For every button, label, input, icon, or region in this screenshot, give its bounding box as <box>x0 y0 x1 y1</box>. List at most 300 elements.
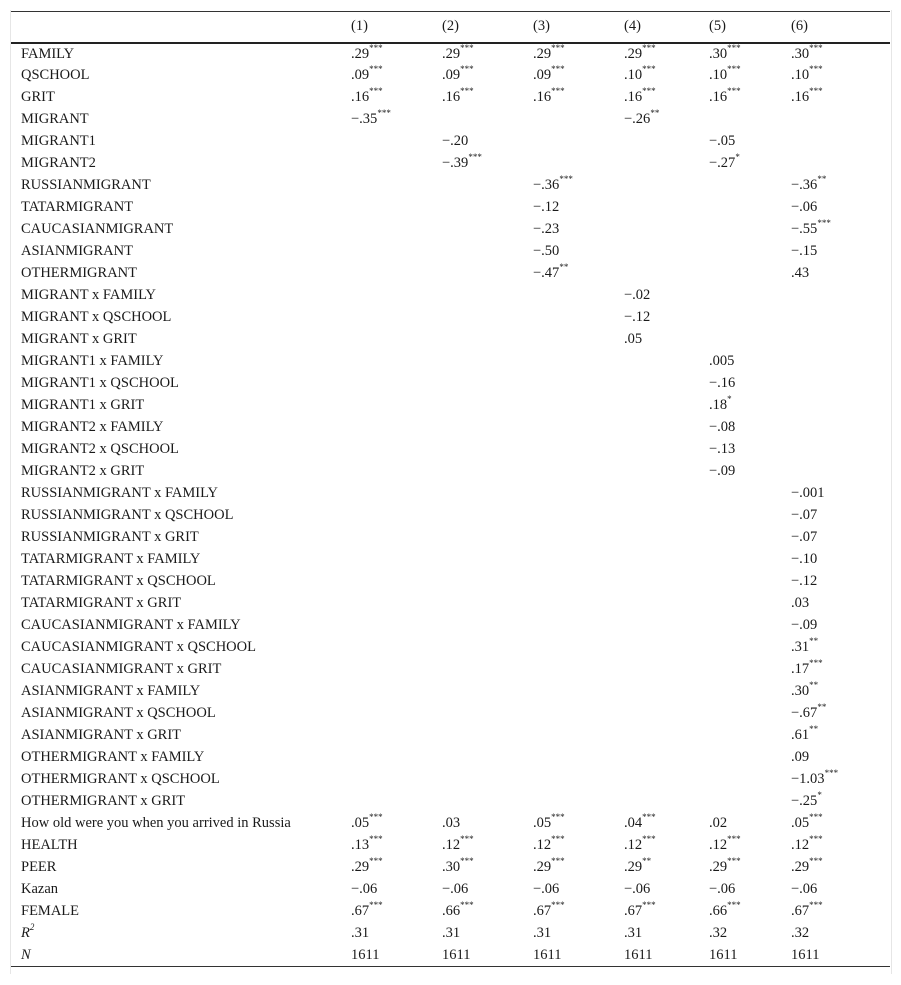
coef-cell-col3 <box>533 395 624 417</box>
coef-cell-col1 <box>351 527 442 549</box>
significance-stars: *** <box>460 42 474 53</box>
coef-value: .31 <box>624 925 643 941</box>
coef-cell-col2 <box>442 329 533 351</box>
coef-cell-col6 <box>791 703 890 725</box>
coef-cell-col1 <box>351 175 442 197</box>
coef-cell-col3 <box>533 483 624 505</box>
regression-table <box>11 11 890 967</box>
table-row <box>11 637 890 659</box>
coef-cell-col2 <box>442 219 533 241</box>
coef-cell-col1 <box>351 285 442 307</box>
coef-value: −.05 <box>709 133 736 149</box>
coef-value: .31 <box>442 925 461 941</box>
significance-stars: *** <box>551 900 565 911</box>
significance-stars: ** <box>559 262 569 273</box>
coef-cell-col4 <box>624 791 709 813</box>
coef-cell-col2 <box>442 197 533 219</box>
column-header-5: (5) <box>709 12 791 43</box>
coef-value: −.07 <box>791 529 818 545</box>
coef-value: .10 <box>624 67 643 83</box>
coef-cell-col6 <box>791 505 890 527</box>
column-header-4: (4) <box>624 12 709 43</box>
coef-cell-col6 <box>791 923 890 945</box>
coef-cell-col5 <box>709 681 791 703</box>
coef-cell-col3 <box>533 791 624 813</box>
coef-cell-col5 <box>709 527 791 549</box>
coef-value: −.10 <box>791 551 818 567</box>
coef-cell-col3 <box>533 593 624 615</box>
coef-value: .13 <box>351 837 370 853</box>
coef-cell-col2 <box>442 725 533 747</box>
coef-cell-col4 <box>624 571 709 593</box>
coef-value: .12 <box>533 837 552 853</box>
row-label <box>11 725 351 747</box>
table-row <box>11 791 890 813</box>
coef-cell-col4 <box>624 593 709 615</box>
coef-value: −.06 <box>533 881 560 897</box>
significance-stars: *** <box>809 900 823 911</box>
table-row <box>11 703 890 725</box>
row-label <box>11 439 351 461</box>
table-row <box>11 527 890 549</box>
coef-value: −.35 <box>351 111 378 127</box>
coef-cell-col3 <box>533 175 624 197</box>
row-label <box>11 197 351 219</box>
table-row <box>11 549 890 571</box>
coef-cell-col1 <box>351 197 442 219</box>
coef-cell-col4 <box>624 857 709 879</box>
coef-cell-col1 <box>351 901 442 923</box>
row-label <box>11 813 351 835</box>
coef-value: .18 <box>709 397 728 413</box>
coef-value: .17 <box>791 661 810 677</box>
row-label <box>11 527 351 549</box>
coef-cell-col2 <box>442 417 533 439</box>
row-label-text: TATARMIGRANT x FAMILY <box>21 551 201 567</box>
significance-stars: *** <box>642 64 656 75</box>
significance-stars: *** <box>468 152 482 163</box>
coef-value: .31 <box>533 925 552 941</box>
column-header-3: (3) <box>533 12 624 43</box>
significance-stars: *** <box>809 64 823 75</box>
coef-cell-col1 <box>351 791 442 813</box>
coef-value: −.13 <box>709 441 736 457</box>
coef-cell-col2 <box>442 615 533 637</box>
row-label <box>11 483 351 505</box>
significance-stars: *** <box>642 812 656 823</box>
coef-value: .30 <box>709 45 728 62</box>
row-label-text: MIGRANT1 x QSCHOOL <box>21 375 179 391</box>
significance-stars: * <box>817 790 822 801</box>
coef-cell-col4 <box>624 153 709 175</box>
significance-stars: *** <box>551 812 565 823</box>
row-label <box>11 43 351 65</box>
coef-value: .09 <box>533 67 552 83</box>
coef-value: .29 <box>709 859 728 875</box>
coef-cell-col3 <box>533 527 624 549</box>
row-label <box>11 65 351 87</box>
coef-cell-col5 <box>709 483 791 505</box>
coef-cell-col4 <box>624 835 709 857</box>
coef-cell-col1 <box>351 439 442 461</box>
coef-cell-col5 <box>709 747 791 769</box>
coef-value: .30 <box>442 859 461 875</box>
significance-stars: ** <box>650 108 660 119</box>
coef-value: .67 <box>791 903 810 919</box>
coef-cell-col6 <box>791 395 890 417</box>
table-row <box>11 461 890 483</box>
coef-cell-col1 <box>351 43 442 65</box>
coef-cell-col5 <box>709 813 791 835</box>
coef-cell-col1 <box>351 879 442 901</box>
coef-value: 1611 <box>791 946 820 963</box>
row-label <box>11 263 351 285</box>
coef-cell-col2 <box>442 65 533 87</box>
row-label <box>11 923 351 945</box>
row-label-text: OTHERMIGRANT x FAMILY <box>21 749 205 765</box>
coef-value: −.06 <box>791 881 818 897</box>
coef-cell-col2 <box>442 439 533 461</box>
row-label-text: TATARMIGRANT x GRIT <box>21 595 182 611</box>
coef-cell-col1 <box>351 109 442 131</box>
table-row <box>11 725 890 747</box>
row-label <box>11 615 351 637</box>
coef-cell-col1 <box>351 725 442 747</box>
coef-cell-col3 <box>533 417 624 439</box>
coef-value: −.09 <box>791 617 818 633</box>
significance-stars: *** <box>369 812 383 823</box>
coef-cell-col4 <box>624 351 709 373</box>
coef-value: .29 <box>442 45 461 62</box>
coef-cell-col4 <box>624 263 709 285</box>
row-label <box>11 461 351 483</box>
coef-cell-col4 <box>624 461 709 483</box>
coef-cell-col3 <box>533 549 624 571</box>
row-label <box>11 681 351 703</box>
coef-cell-col3 <box>533 439 624 461</box>
significance-stars: *** <box>551 64 565 75</box>
coef-cell-col5 <box>709 43 791 65</box>
coef-cell-col6 <box>791 175 890 197</box>
coef-cell-col4 <box>624 373 709 395</box>
row-label-text: MIGRANT1 <box>21 133 96 149</box>
coef-cell-col6 <box>791 769 890 791</box>
significance-stars: *** <box>551 856 565 867</box>
coef-cell-col2 <box>442 637 533 659</box>
coef-cell-col4 <box>624 747 709 769</box>
significance-stars: ** <box>809 724 819 735</box>
table-row <box>11 945 890 967</box>
coef-cell-col4 <box>624 109 709 131</box>
row-label-text: MIGRANT x GRIT <box>21 331 137 347</box>
coef-value: .03 <box>442 815 461 831</box>
coef-cell-col3 <box>533 769 624 791</box>
coef-cell-col2 <box>442 263 533 285</box>
significance-stars: *** <box>809 86 823 97</box>
row-label <box>11 901 351 923</box>
row-label <box>11 879 351 901</box>
coef-value: .67 <box>533 903 552 919</box>
coef-cell-col6 <box>791 373 890 395</box>
coef-value: .16 <box>351 89 370 105</box>
coef-cell-col5 <box>709 791 791 813</box>
coef-cell-col2 <box>442 549 533 571</box>
coef-cell-col2 <box>442 813 533 835</box>
row-label-text: FEMALE <box>21 903 79 919</box>
coef-value: −.20 <box>442 133 469 149</box>
coef-value: −.08 <box>709 419 736 435</box>
coef-value: −.67 <box>791 705 818 721</box>
row-label <box>11 659 351 681</box>
coef-cell-col6 <box>791 351 890 373</box>
coef-cell-col3 <box>533 461 624 483</box>
coef-cell-col4 <box>624 769 709 791</box>
coef-value: −.16 <box>709 375 736 391</box>
row-label-text: CAUCASIANMIGRANT x FAMILY <box>21 617 241 633</box>
coef-value: −.12 <box>533 199 560 215</box>
coef-value: −1.03 <box>791 771 825 787</box>
coef-cell-col5 <box>709 307 791 329</box>
row-label-text: PEER <box>21 859 57 875</box>
significance-stars: *** <box>369 86 383 97</box>
significance-stars: *** <box>369 64 383 75</box>
row-label <box>11 417 351 439</box>
row-label <box>11 747 351 769</box>
coef-cell-col3 <box>533 219 624 241</box>
column-header-6: (6) <box>791 12 890 43</box>
row-label-text: N <box>21 946 31 963</box>
row-label-text: CAUCASIANMIGRANT x QSCHOOL <box>21 639 256 655</box>
coef-cell-col6 <box>791 285 890 307</box>
coef-value: .05 <box>351 815 370 831</box>
coef-value: −.12 <box>624 309 651 325</box>
row-label <box>11 505 351 527</box>
significance-stars: *** <box>809 658 823 669</box>
row-label <box>11 791 351 813</box>
row-label <box>11 307 351 329</box>
column-header-1: (1) <box>351 12 442 43</box>
coef-cell-col2 <box>442 285 533 307</box>
row-label <box>11 175 351 197</box>
significance-stars: *** <box>460 834 474 845</box>
significance-stars: *** <box>460 900 474 911</box>
significance-stars: *** <box>727 86 741 97</box>
coef-cell-col5 <box>709 87 791 109</box>
coef-cell-col2 <box>442 351 533 373</box>
coef-value: .12 <box>442 837 461 853</box>
coef-cell-col3 <box>533 637 624 659</box>
coef-cell-col3 <box>533 307 624 329</box>
coef-cell-col5 <box>709 65 791 87</box>
table-row <box>11 373 890 395</box>
coef-cell-col5 <box>709 593 791 615</box>
coef-value: −.06 <box>791 199 818 215</box>
coef-cell-col2 <box>442 483 533 505</box>
coef-cell-col5 <box>709 285 791 307</box>
table-row <box>11 923 890 945</box>
significance-stars: ** <box>817 174 827 185</box>
coef-cell-col2 <box>442 395 533 417</box>
significance-stars: *** <box>642 834 656 845</box>
coef-cell-col6 <box>791 681 890 703</box>
coef-cell-col6 <box>791 527 890 549</box>
coef-value: .29 <box>351 859 370 875</box>
coef-value: −.06 <box>709 881 736 897</box>
coef-cell-col2 <box>442 835 533 857</box>
significance-stars: *** <box>809 812 823 823</box>
table-row <box>11 131 890 153</box>
coef-value: −.15 <box>791 243 818 259</box>
coef-cell-col3 <box>533 747 624 769</box>
table-row <box>11 571 890 593</box>
coef-cell-col6 <box>791 571 890 593</box>
row-label <box>11 857 351 879</box>
coef-value: −.47 <box>533 265 560 281</box>
coef-cell-col6 <box>791 615 890 637</box>
row-label-text: TATARMIGRANT <box>21 199 134 215</box>
coef-cell-col1 <box>351 65 442 87</box>
coef-cell-col4 <box>624 615 709 637</box>
significance-stars: *** <box>369 834 383 845</box>
significance-stars: ** <box>817 702 827 713</box>
coef-cell-col6 <box>791 65 890 87</box>
row-label-text: MIGRANT <box>21 111 89 127</box>
coef-cell-col3 <box>533 241 624 263</box>
coef-value: .31 <box>351 925 370 941</box>
row-label <box>11 835 351 857</box>
significance-stars: *** <box>460 64 474 75</box>
coef-cell-col4 <box>624 439 709 461</box>
table-row <box>11 879 890 901</box>
coef-value: .12 <box>624 837 643 853</box>
table-row <box>11 197 890 219</box>
coef-value: .66 <box>442 903 461 919</box>
coef-cell-col5 <box>709 131 791 153</box>
coef-cell-col2 <box>442 681 533 703</box>
coef-cell-col5 <box>709 109 791 131</box>
coef-cell-col3 <box>533 879 624 901</box>
header-row <box>11 12 890 43</box>
coef-value: .31 <box>791 639 810 655</box>
coef-cell-col5 <box>709 373 791 395</box>
coef-cell-col1 <box>351 923 442 945</box>
coef-value: .29 <box>624 859 643 875</box>
coef-cell-col3 <box>533 813 624 835</box>
coef-cell-col2 <box>442 175 533 197</box>
coef-cell-col2 <box>442 87 533 109</box>
coef-value: .16 <box>791 89 810 105</box>
row-label <box>11 87 351 109</box>
coef-cell-col1 <box>351 351 442 373</box>
row-label-text: RUSSIANMIGRANT <box>21 177 151 193</box>
coef-value: −.50 <box>533 243 560 259</box>
coef-cell-col3 <box>533 615 624 637</box>
row-label-text: ASIANMIGRANT x QSCHOOL <box>21 705 216 721</box>
coef-cell-col5 <box>709 175 791 197</box>
row-label-text: RUSSIANMIGRANT x QSCHOOL <box>21 507 234 523</box>
coef-value: .67 <box>624 903 643 919</box>
row-label-text: GRIT <box>21 89 55 105</box>
coef-cell-col3 <box>533 835 624 857</box>
significance-stars: *** <box>809 42 823 53</box>
coef-cell-col1 <box>351 307 442 329</box>
row-label-superscript: 2 <box>29 922 35 933</box>
coef-cell-col4 <box>624 703 709 725</box>
row-label <box>11 945 351 967</box>
row-label-text: QSCHOOL <box>21 67 90 83</box>
coef-cell-col5 <box>709 703 791 725</box>
coef-cell-col1 <box>351 131 442 153</box>
row-label-text: CAUCASIANMIGRANT <box>21 221 174 237</box>
coef-cell-col5 <box>709 923 791 945</box>
coef-cell-col6 <box>791 307 890 329</box>
table-row <box>11 747 890 769</box>
coef-value: .29 <box>533 45 552 62</box>
coef-value: .05 <box>624 331 643 347</box>
row-label-text: MIGRANT x FAMILY <box>21 287 156 303</box>
coef-cell-col3 <box>533 329 624 351</box>
coef-cell-col3 <box>533 857 624 879</box>
row-label-text: MIGRANT1 x GRIT <box>21 397 145 413</box>
row-label-text: MIGRANT2 x GRIT <box>21 463 145 479</box>
table-row <box>11 109 890 131</box>
coef-cell-col3 <box>533 373 624 395</box>
coef-value: .29 <box>624 45 643 62</box>
coef-cell-col6 <box>791 637 890 659</box>
coef-cell-col3 <box>533 681 624 703</box>
coef-cell-col4 <box>624 131 709 153</box>
coef-value: .32 <box>709 925 728 941</box>
coef-cell-col6 <box>791 747 890 769</box>
row-label-text: OTHERMIGRANT <box>21 265 137 281</box>
coef-cell-col4 <box>624 923 709 945</box>
coef-value: −.06 <box>442 881 469 897</box>
significance-stars: *** <box>369 856 383 867</box>
coef-cell-col6 <box>791 263 890 285</box>
coef-cell-col3 <box>533 65 624 87</box>
coef-cell-col1 <box>351 945 442 967</box>
coef-cell-col5 <box>709 945 791 967</box>
significance-stars: *** <box>369 900 383 911</box>
row-label-text: How old were you when you arrived in Russia <box>21 815 291 831</box>
coef-value: −.06 <box>351 881 378 897</box>
coef-cell-col6 <box>791 945 890 967</box>
row-label-text: CAUCASIANMIGRANT x GRIT <box>21 661 222 677</box>
coef-value: −.001 <box>791 485 825 501</box>
row-label <box>11 703 351 725</box>
coef-cell-col2 <box>442 527 533 549</box>
coef-cell-col3 <box>533 725 624 747</box>
table-row <box>11 351 890 373</box>
coef-cell-col4 <box>624 395 709 417</box>
row-label <box>11 241 351 263</box>
coef-cell-col4 <box>624 945 709 967</box>
coef-cell-col4 <box>624 197 709 219</box>
significance-stars: ** <box>642 856 652 867</box>
coef-cell-col6 <box>791 791 890 813</box>
coef-value: −.36 <box>791 177 818 193</box>
coef-cell-col3 <box>533 351 624 373</box>
coef-cell-col5 <box>709 417 791 439</box>
table-row <box>11 417 890 439</box>
coef-cell-col1 <box>351 549 442 571</box>
coef-value: −.07 <box>791 507 818 523</box>
coef-cell-col3 <box>533 87 624 109</box>
table-row <box>11 153 890 175</box>
coef-cell-col2 <box>442 109 533 131</box>
coef-cell-col2 <box>442 703 533 725</box>
table-row <box>11 813 890 835</box>
